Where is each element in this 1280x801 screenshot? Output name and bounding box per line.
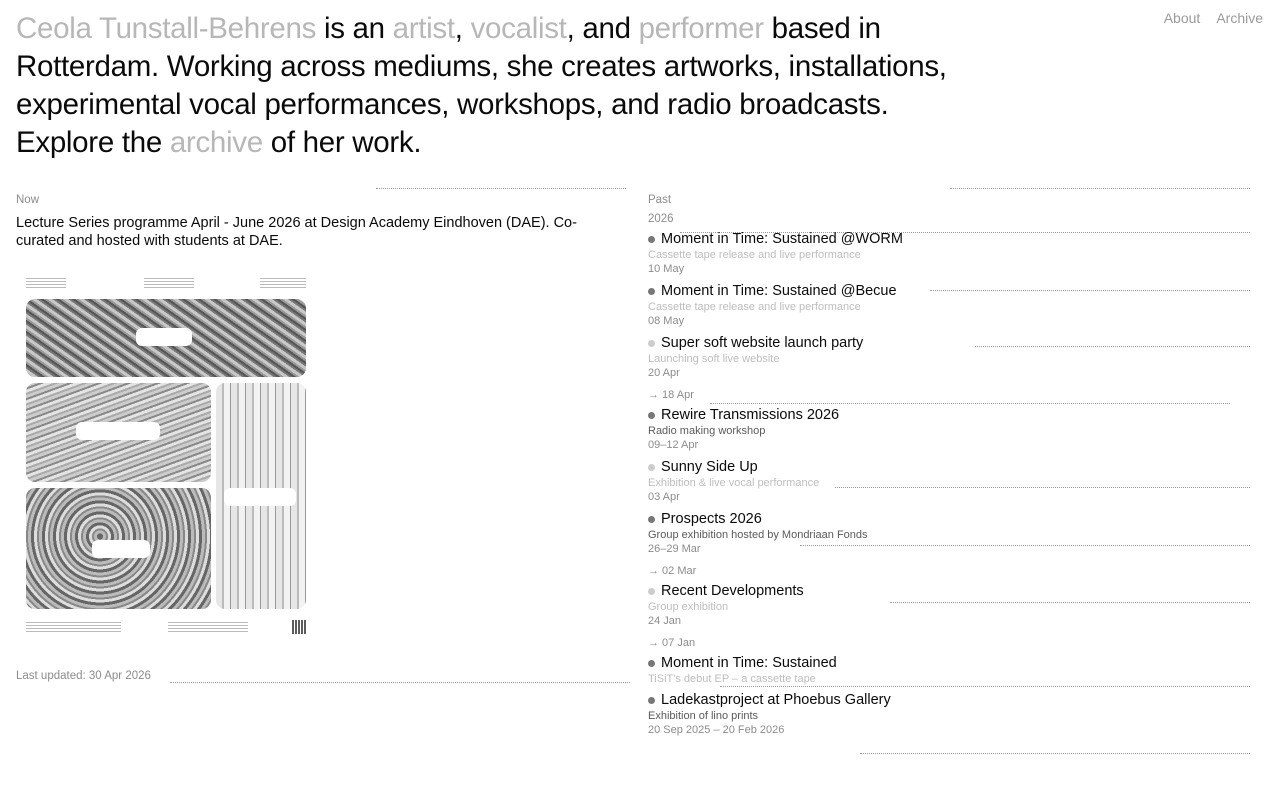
poster-small-print bbox=[168, 622, 248, 634]
event-title[interactable]: Sunny Side Up bbox=[661, 459, 758, 475]
bullet-icon bbox=[648, 697, 655, 704]
event-date-range: → 02 Mar bbox=[648, 565, 697, 577]
archive-link[interactable]: archive bbox=[169, 126, 263, 159]
performer-link[interactable]: performer bbox=[638, 12, 764, 45]
event-date: 24 Jan bbox=[648, 615, 682, 627]
poster-small-print bbox=[260, 278, 306, 290]
past-section bbox=[648, 194, 1248, 738]
nav-about-link[interactable]: About bbox=[1163, 10, 1201, 26]
event-title[interactable]: Super soft website launch party bbox=[661, 335, 864, 351]
event-description: Exhibition & live vocal performance bbox=[648, 477, 820, 489]
poster-label-chip bbox=[76, 422, 160, 440]
event-item[interactable] bbox=[648, 459, 1248, 505]
intro-text: is an bbox=[316, 12, 393, 45]
nav-archive-link[interactable]: Archive bbox=[1216, 10, 1263, 26]
event-item[interactable] bbox=[648, 407, 1248, 453]
intro-statement bbox=[16, 10, 966, 162]
artist-name: Ceola Tunstall-Behrens bbox=[16, 12, 317, 45]
poster-label-chip bbox=[224, 488, 296, 506]
event-item[interactable] bbox=[648, 655, 1248, 686]
bullet-icon bbox=[648, 412, 655, 419]
poster-label-chip bbox=[136, 328, 192, 346]
now-section bbox=[16, 194, 616, 682]
event-date: 10 May bbox=[648, 263, 685, 275]
event-description: Group exhibition bbox=[648, 601, 729, 613]
event-title[interactable]: Moment in Time: Sustained @WORM bbox=[661, 231, 903, 247]
event-title[interactable]: Prospects 2026 bbox=[661, 511, 762, 527]
bullet-icon bbox=[648, 660, 655, 667]
intro-text: based in Rotterdam. Working across mediums, she creates artworks, installations, experimental vocal performances, workshops, and radio broadcasts. Explore the bbox=[16, 12, 947, 159]
event-title[interactable]: Ladekastproject at Phoebus Gallery bbox=[661, 692, 891, 708]
poster-label-chip bbox=[92, 540, 150, 558]
now-description: Lecture Series programme April - June 2026 at Design Academy Eindhoven (DAE). Co-curated and hosted with students at DAE. bbox=[16, 215, 577, 249]
divider bbox=[950, 188, 1250, 189]
past-label: Past bbox=[648, 194, 672, 206]
event-item[interactable] bbox=[648, 692, 1248, 738]
event-item[interactable] bbox=[648, 583, 1248, 649]
intro-text: , and bbox=[566, 12, 639, 45]
poster-small-print bbox=[26, 278, 66, 288]
qr-code-icon bbox=[292, 620, 306, 634]
event-date: 03 Apr bbox=[648, 491, 680, 503]
artist-link[interactable]: artist bbox=[392, 12, 455, 45]
divider bbox=[860, 753, 1250, 754]
last-updated: Last updated: 30 Apr 2026 bbox=[16, 670, 151, 682]
lecture-series-poster[interactable] bbox=[24, 276, 308, 642]
event-title[interactable]: Moment in Time: Sustained @Becue bbox=[661, 283, 897, 299]
now-label: Now bbox=[16, 194, 40, 206]
event-description: TiSiT's debut EP – a cassette tape bbox=[648, 673, 816, 685]
intro-text: of her work. bbox=[262, 126, 422, 159]
event-description: Cassette tape release and live performance bbox=[648, 301, 861, 313]
event-description: Group exhibition hosted by Mondriaan Fonds bbox=[648, 529, 868, 541]
event-description: Radio making workshop bbox=[648, 425, 766, 437]
year-heading: 2026 bbox=[648, 213, 674, 225]
event-date: 09–12 Apr bbox=[648, 439, 699, 451]
event-title[interactable]: Moment in Time: Sustained bbox=[661, 655, 837, 671]
event-description: Cassette tape release and live performance bbox=[648, 249, 861, 261]
bullet-icon bbox=[648, 516, 655, 523]
bullet-icon bbox=[648, 236, 655, 243]
event-title[interactable]: Rewire Transmissions 2026 bbox=[661, 407, 840, 423]
poster-small-print bbox=[26, 622, 121, 634]
event-item[interactable] bbox=[648, 283, 1248, 329]
divider bbox=[170, 682, 630, 683]
event-description: Exhibition of lino prints bbox=[648, 710, 759, 722]
event-date: 26–29 Mar bbox=[648, 543, 701, 555]
event-date-range: → 18 Apr bbox=[648, 389, 694, 401]
event-item[interactable] bbox=[648, 231, 1248, 277]
event-date: 20 Sep 2025 – 20 Feb 2026 bbox=[648, 724, 785, 736]
poster-small-print bbox=[144, 278, 194, 290]
bullet-icon bbox=[648, 464, 655, 471]
event-date: 08 May bbox=[648, 315, 685, 327]
event-item[interactable] bbox=[648, 511, 1248, 577]
bullet-icon bbox=[648, 288, 655, 295]
bullet-icon bbox=[648, 340, 655, 347]
divider bbox=[376, 188, 626, 189]
vocalist-link[interactable]: vocalist bbox=[470, 12, 567, 45]
bullet-icon bbox=[648, 588, 655, 595]
event-date-range: → 07 Jan bbox=[648, 637, 696, 649]
event-date: 20 Apr bbox=[648, 367, 680, 379]
event-item[interactable] bbox=[648, 335, 1248, 401]
event-title[interactable]: Recent Developments bbox=[661, 583, 804, 599]
event-description: Launching soft live website bbox=[648, 353, 780, 365]
top-nav bbox=[1164, 10, 1263, 26]
intro-text: , bbox=[454, 12, 471, 45]
